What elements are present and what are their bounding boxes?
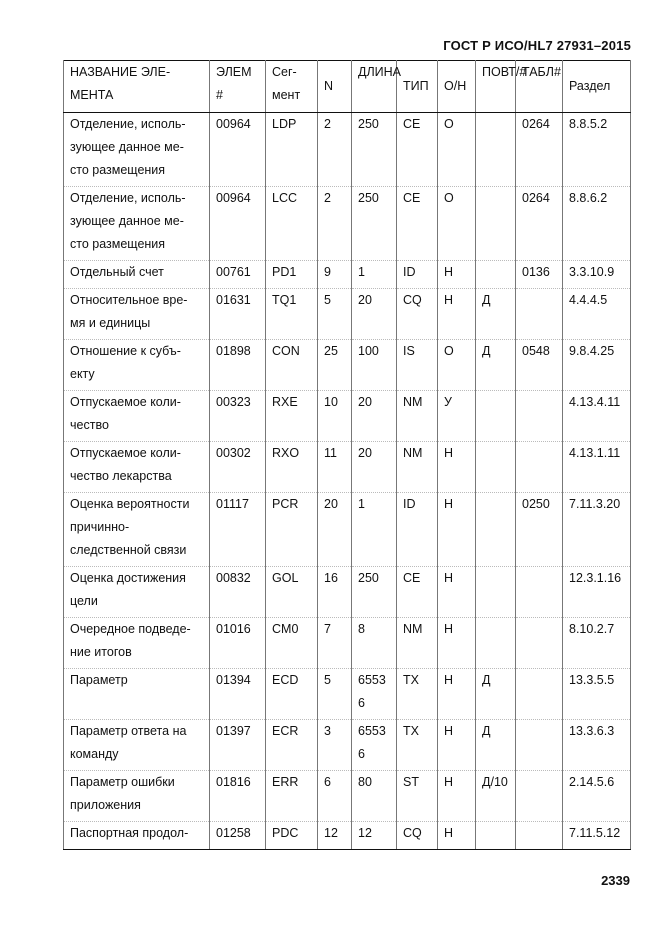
cell-segment: GOL [266,567,318,618]
col-header-table: ТАБЛ# [516,61,563,113]
cell-segment: PD1 [266,261,318,289]
cell-segment: PDC [266,822,318,850]
element-name-line: Отношение к субъ- [70,344,181,358]
element-name-line: зующее данное ме- [70,214,184,228]
element-name-line: Паспортная продол- [70,826,189,840]
cell-element-name [64,720,210,771]
table-row [64,618,631,669]
cell-element-name [64,567,210,618]
col-header-section: Раздел [563,61,631,113]
cell-element-name [64,771,210,822]
cell-length: 8 [352,618,397,669]
cell-elem: 00964 [210,187,266,261]
cell-type: CE [397,567,438,618]
cell-section: 2.14.5.6 [563,771,631,822]
element-name-line: сто размещения [70,237,166,251]
cell-table: 0264 [516,113,563,187]
cell-section: 3.3.10.9 [563,261,631,289]
col-header-type: ТИП [397,61,438,113]
cell-type: CQ [397,822,438,850]
cell-type: TX [397,669,438,720]
cell-elem: 00302 [210,442,266,493]
table-row [64,771,631,822]
col-header-repeat: ПОВТ/# [476,61,516,113]
cell-table [516,669,563,720]
cell-type: CE [397,113,438,187]
cell-opt: О [438,340,476,391]
cell-length: 250 [352,567,397,618]
cell-elem: 00323 [210,391,266,442]
element-name-line: Отделение, исполь- [70,191,186,205]
cell-type: TX [397,720,438,771]
cell-element-name [64,493,210,567]
cell-segment: ECD [266,669,318,720]
cell-opt: У [438,391,476,442]
cell-n: 12 [318,822,352,850]
col-header-length: ДЛИНА [352,61,397,113]
cell-type: IS [397,340,438,391]
cell-length: 65536 [352,720,397,771]
cell-segment: CON [266,340,318,391]
table-row [64,113,631,187]
col-header-elem: ЭЛЕМ # [210,61,266,113]
cell-repeat: Д [476,669,516,720]
cell-table: 0250 [516,493,563,567]
cell-segment: ECR [266,720,318,771]
cell-elem: 00761 [210,261,266,289]
cell-section: 8.8.5.2 [563,113,631,187]
data-elements-table [63,60,631,850]
cell-table [516,391,563,442]
cell-n: 25 [318,340,352,391]
cell-table: 0548 [516,340,563,391]
cell-table [516,289,563,340]
cell-length: 20 [352,442,397,493]
cell-length: 100 [352,340,397,391]
cell-opt: Н [438,261,476,289]
element-name-line: команду [70,747,119,761]
cell-segment: RXO [266,442,318,493]
cell-element-name [64,113,210,187]
element-name-line: Отделение, исполь- [70,117,186,131]
cell-table [516,442,563,493]
cell-repeat [476,113,516,187]
cell-section: 8.10.2.7 [563,618,631,669]
cell-segment: CM0 [266,618,318,669]
cell-section: 4.13.1.11 [563,442,631,493]
cell-element-name [64,340,210,391]
cell-n: 10 [318,391,352,442]
page-number: 2339 [601,873,630,888]
cell-elem: 01397 [210,720,266,771]
cell-opt: Н [438,442,476,493]
table-header-row [64,61,631,113]
cell-opt: О [438,113,476,187]
table-row [64,442,631,493]
table-row [64,720,631,771]
cell-segment: LDP [266,113,318,187]
col-header-n: N [318,61,352,113]
table-row [64,822,631,850]
element-name-line: Отдельный счет [70,265,164,279]
cell-table: 0264 [516,187,563,261]
cell-repeat: Д [476,289,516,340]
cell-elem: 01258 [210,822,266,850]
cell-elem: 01117 [210,493,266,567]
cell-segment: ERR [266,771,318,822]
cell-length: 1 [352,261,397,289]
cell-repeat: Д/10 [476,771,516,822]
cell-repeat [476,567,516,618]
cell-element-name [64,391,210,442]
cell-length: 12 [352,822,397,850]
cell-n: 7 [318,618,352,669]
element-name-line: Оценка вероятности [70,497,190,511]
element-name-line: Отпускаемое коли- [70,446,181,460]
cell-n: 2 [318,113,352,187]
cell-element-name [64,822,210,850]
cell-element-name [64,187,210,261]
cell-elem: 01394 [210,669,266,720]
cell-repeat [476,442,516,493]
element-name-line: зующее данное ме- [70,140,184,154]
element-name-line: Параметр [70,673,128,687]
cell-table [516,567,563,618]
table-row [64,261,631,289]
cell-table [516,618,563,669]
cell-n: 16 [318,567,352,618]
element-name-line: приложения [70,798,141,812]
cell-n: 6 [318,771,352,822]
cell-element-name [64,289,210,340]
cell-section: 13.3.6.3 [563,720,631,771]
cell-element-name [64,618,210,669]
cell-type: CE [397,187,438,261]
cell-elem: 00964 [210,113,266,187]
cell-table [516,771,563,822]
element-name-line: следственной связи [70,543,187,557]
cell-table [516,822,563,850]
element-name-line: ние итогов [70,645,132,659]
cell-repeat: Д [476,720,516,771]
table-row [64,289,631,340]
element-name-line: цели [70,594,98,608]
cell-elem: 01631 [210,289,266,340]
cell-opt: Н [438,289,476,340]
cell-type: ST [397,771,438,822]
cell-section: 7.11.5.12 [563,822,631,850]
cell-n: 2 [318,187,352,261]
cell-repeat [476,822,516,850]
cell-section: 7.11.3.20 [563,493,631,567]
cell-type: ID [397,261,438,289]
cell-length: 65536 [352,669,397,720]
cell-n: 9 [318,261,352,289]
cell-opt: Н [438,720,476,771]
cell-n: 5 [318,289,352,340]
col-header-name: НАЗВАНИЕ ЭЛЕ-МЕНТА [64,61,210,113]
cell-section: 8.8.6.2 [563,187,631,261]
col-header-segment: Сег-мент [266,61,318,113]
cell-type: CQ [397,289,438,340]
table-row [64,340,631,391]
table-row [64,187,631,261]
cell-segment: PCR [266,493,318,567]
cell-opt: Н [438,771,476,822]
col-header-opt: О/Н [438,61,476,113]
cell-type: NM [397,618,438,669]
cell-repeat [476,261,516,289]
cell-type: ID [397,493,438,567]
cell-element-name [64,442,210,493]
cell-length: 20 [352,289,397,340]
cell-section: 9.8.4.25 [563,340,631,391]
document-header: ГОСТ Р ИСО/HL7 27931–2015 [443,38,631,53]
element-name-line: екту [70,367,95,381]
element-name-line: Очередное подведе- [70,622,191,636]
cell-repeat [476,391,516,442]
cell-length: 80 [352,771,397,822]
cell-n: 11 [318,442,352,493]
cell-section: 13.3.5.5 [563,669,631,720]
element-name-line: причинно- [70,520,130,534]
cell-opt: О [438,187,476,261]
cell-opt: Н [438,618,476,669]
element-name-line: чество лекарства [70,469,172,483]
cell-opt: Н [438,822,476,850]
element-name-line: сто размещения [70,163,166,177]
cell-section: 4.13.4.11 [563,391,631,442]
cell-table [516,720,563,771]
cell-elem: 00832 [210,567,266,618]
cell-length: 250 [352,113,397,187]
cell-repeat: Д [476,340,516,391]
element-name-line: Относительное вре- [70,293,188,307]
cell-length: 1 [352,493,397,567]
cell-opt: Н [438,567,476,618]
table-row [64,567,631,618]
cell-repeat [476,493,516,567]
element-name-line: Оценка достижения [70,571,186,585]
table-row [64,493,631,567]
table-row [64,391,631,442]
cell-repeat [476,187,516,261]
cell-opt: Н [438,493,476,567]
cell-type: NM [397,391,438,442]
cell-segment: RXE [266,391,318,442]
cell-length: 250 [352,187,397,261]
cell-section: 4.4.4.5 [563,289,631,340]
element-name-line: чество [70,418,109,432]
cell-elem: 01898 [210,340,266,391]
element-name-line: Отпускаемое коли- [70,395,181,409]
cell-n: 3 [318,720,352,771]
element-name-line: мя и единицы [70,316,151,330]
cell-section: 12.3.1.16 [563,567,631,618]
cell-elem: 01816 [210,771,266,822]
cell-element-name [64,261,210,289]
cell-n: 5 [318,669,352,720]
cell-repeat [476,618,516,669]
cell-segment: LCC [266,187,318,261]
element-name-line: Параметр ответа на [70,724,187,738]
cell-elem: 01016 [210,618,266,669]
cell-table: 0136 [516,261,563,289]
cell-element-name [64,669,210,720]
cell-segment: TQ1 [266,289,318,340]
table-row [64,669,631,720]
cell-opt: Н [438,669,476,720]
cell-length: 20 [352,391,397,442]
element-name-line: Параметр ошибки [70,775,175,789]
cell-type: NM [397,442,438,493]
cell-n: 20 [318,493,352,567]
